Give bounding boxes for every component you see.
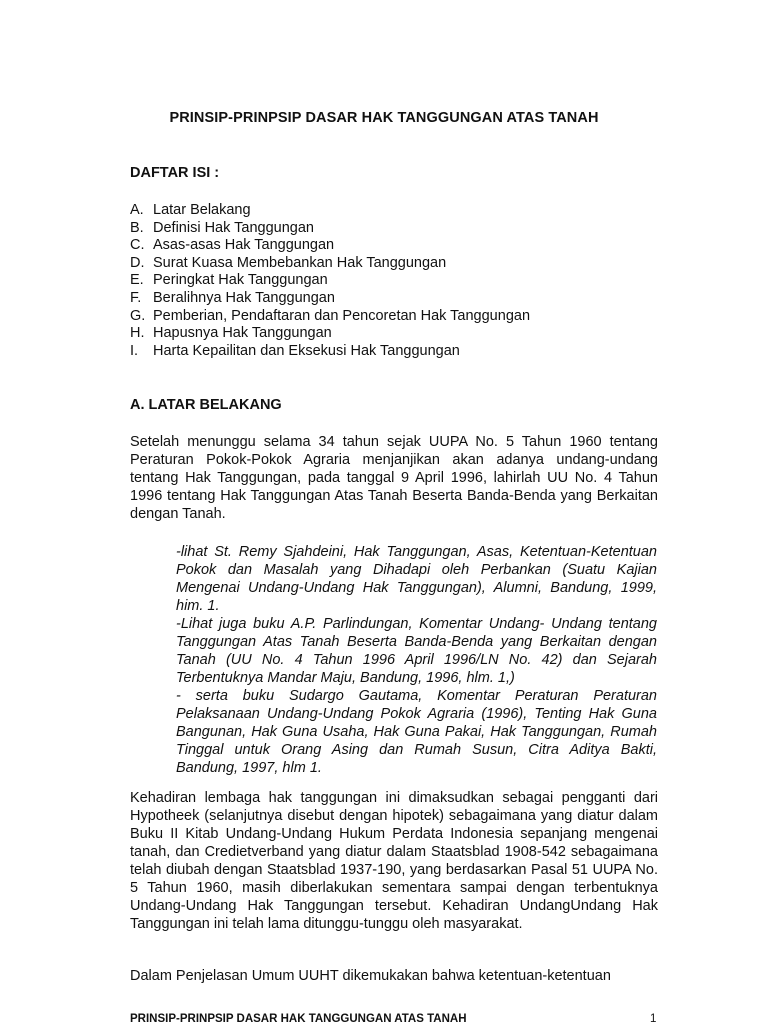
toc-item <box>130 343 530 361</box>
document-title: PRINSIP-PRINPSIP DASAR HAK TANGGUNGAN ATAS TANAH <box>169 110 599 126</box>
toc-heading: DAFTAR ISI : <box>130 165 220 181</box>
toc-text: Latar Belakang <box>153 202 251 218</box>
toc-text: Hapusnya Hak Tanggungan <box>153 325 332 342</box>
reference-note: - serta buku Sudargo Gautama, Komentar Peraturan Peraturan Pelaksanaan Undang-Undang Pokok Agraria (1996), Tenting Hak Guna Bangunan, Hak Guna Usaha, Hak Guna Pakai, Hak Tanggungan, Rumah Tinggal untuk Orang Asing dan Rumah Susun, Citra Aditya Bakti, Bandung, 1997, hlm 1. <box>176 688 657 776</box>
toc-letter: D. <box>130 254 145 271</box>
section-heading: A. LATAR BELAKANG <box>130 397 282 413</box>
toc-text: Definisi Hak Tanggungan <box>153 219 314 236</box>
reference-note: -lihat St. Remy Sjahdeini, Hak Tanggungan, Asas, Ketentuan-Ketentuan Pokok dan Masalah yang Dihadapi oleh Perbankan (Suatu Kajian Mengenai Undang-Undang Hak Tanggungan), Alumni, Bandung, 1999, him. 1. <box>176 544 657 614</box>
toc-item <box>130 202 530 220</box>
toc-letter: H. <box>130 325 145 342</box>
toc-item <box>130 272 530 290</box>
toc-letter: E. <box>130 272 144 289</box>
toc-text: Pemberian, Pendaftaran dan Pencoretan Hak Tanggungan <box>153 307 531 324</box>
toc-item <box>130 220 530 238</box>
body-paragraph: Setelah menunggu selama 34 tahun sejak UUPA No. 5 Tahun 1960 tentang Peraturan Pokok-Pokok Agraria menjanjikan akan adanya undang-undang tentang Hak Tanggungan, pada tanggal 9 April 1996, lahirlah UU No. 4 Tahun 1996 tentang Hak Tanggungan Atas Tanah Beserta Banda-Benda yang Berkaitan dengan Tanah. <box>130 434 658 522</box>
toc-text: Harta Kepailitan dan Eksekusi Hak Tanggungan <box>153 342 460 359</box>
page-number: 1 <box>650 1013 657 1025</box>
toc-item <box>130 308 530 326</box>
toc-item <box>130 255 530 273</box>
page-footer: PRINSIP-PRINPSIP DASAR HAK TANGGUNGAN ATAS TANAH <box>130 1013 467 1025</box>
toc-letter: A. <box>130 202 144 218</box>
toc-letter: F. <box>130 289 142 306</box>
toc-letter: G. <box>130 307 146 324</box>
toc-text: Surat Kuasa Membebankan Hak Tanggungan <box>153 254 447 271</box>
toc-item <box>130 325 530 343</box>
body-paragraph: Kehadiran lembaga hak tanggungan ini dimaksudkan sebagai pengganti dari Hypotheek (selanjutnya disebut dengan hipotek) sebagaimana yang diatur dalam Buku II Kitab Undang-Undang Hukum Perdata Indonesia sepanjang mengenai tanah, dan Credietverband yang diatur dalam Staatsblad 1908-542 sebagaimana telah diubah dengan Staatsblad 1937-190, yang berdasarkan Pasal 51 UUPA No. 5 Tahun 1960, masih diberlakukan sementara sampai dengan terbentuknya Undang-Undang Hak Tanggungan tersebut. Kehadiran UndangUndang Hak Tanggungan ini telah lama ditunggu-tunggu oleh masyarakat. <box>130 790 658 932</box>
reference-note: -Lihat juga buku A.P. Parlindungan, Komentar Undang- Undang tentang Tanggungan Atas Tanah Beserta Banda-Benda yang Berkaitan dengan Tanah (UU No. 4 Tahun 1996 April 1996/LN No. 42) dan Sejarah Terbentuknya Mandar Maju, Bandung, 1996, hlm. 1,) <box>176 616 657 686</box>
toc-letter: I. <box>130 342 139 359</box>
toc-text: Beralihnya Hak Tanggungan <box>153 289 335 306</box>
toc-text: Peringkat Hak Tanggungan <box>153 272 328 289</box>
toc-text: Asas-asas Hak Tanggungan <box>153 237 335 254</box>
toc-letter: B. <box>130 219 144 236</box>
toc-item <box>130 290 530 308</box>
reference-notes <box>176 543 657 777</box>
table-of-contents <box>130 202 530 360</box>
body-paragraph: Dalam Penjelasan Umum UUHT dikemukakan bahwa ketentuan-ketentuan <box>130 968 611 984</box>
toc-letter: C. <box>130 237 145 254</box>
toc-item <box>130 237 530 255</box>
